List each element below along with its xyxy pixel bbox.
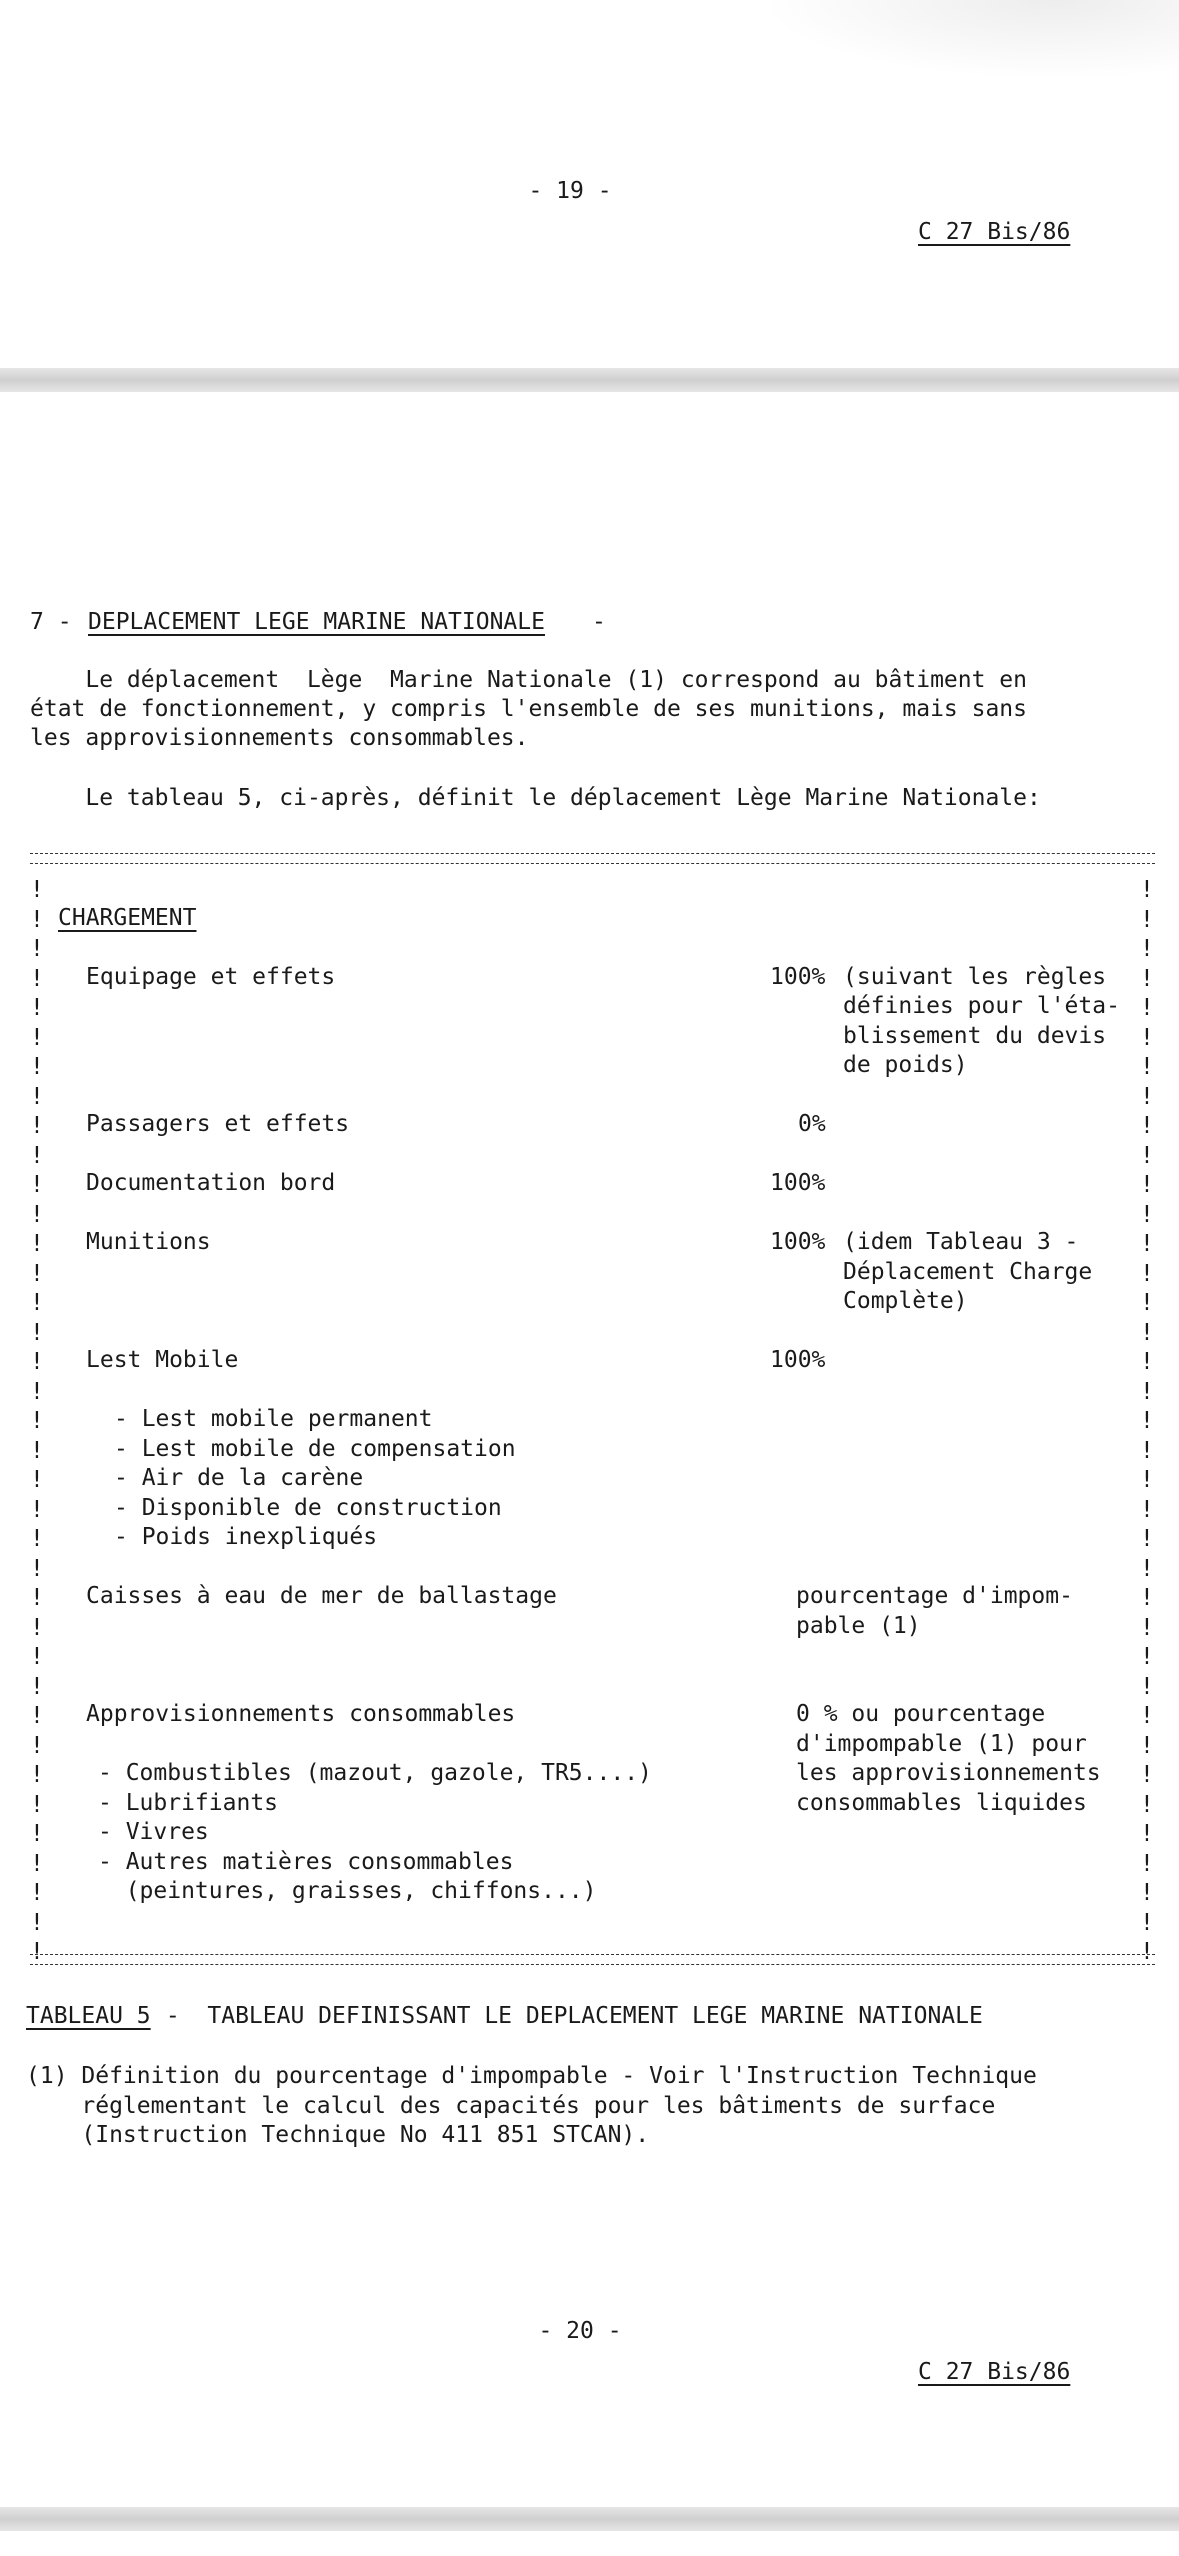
row-note-line: définies pour l'éta- (843, 993, 1120, 1019)
list-item: - Air de la carène (114, 1465, 364, 1491)
list-item: - Poids inexpliqués (114, 1524, 378, 1550)
section-title: DEPLACEMENT LEGE MARINE NATIONALE (88, 609, 545, 635)
list-item: (peintures, graisses, chiffons...) (98, 1878, 597, 1904)
table-intro: Le tableau 5, ci-après, définit le déplacement Lège Marine Nationale: (30, 785, 1041, 811)
row-label: Documentation bord (86, 1170, 336, 1196)
table-right-border: ! ! ! ! ! ! ! ! ! ! ! ! ! ! ! ! ! ! ! ! ! ! ! ! ! ! ! ! ! ! ! ! ! ! ! ! ! (1140, 877, 1154, 1965)
list-item: - Lest mobile permanent (114, 1406, 433, 1432)
row-note-line: Déplacement Charge (843, 1259, 1093, 1285)
next-page-edge (0, 2531, 1179, 2556)
page-number: - 19 - (528, 178, 612, 204)
row-note-line: (suivant les règles (843, 964, 1107, 990)
row-note-line: 0 % ou pourcentage (796, 1701, 1046, 1727)
row-label: Lest Mobile (86, 1347, 239, 1373)
footnote-line: (Instruction Technique No 411 851 STCAN). (26, 2122, 650, 2148)
caption-text: - TABLEAU DEFINISSANT LE DEPLACEMENT LEGE MARINE NATIONALE (152, 2003, 983, 2029)
row-label: Passagers et effets (86, 1111, 350, 1137)
paragraph-line: état de fonctionnement, y compris l'ensemble de ses munitions, mais sans (30, 696, 1027, 722)
row-label: Approvisionnements consommables (86, 1701, 516, 1727)
row-label: Equipage et effets (86, 964, 336, 990)
footnote-line: réglementant le calcul des capacités pour les bâtiments de surface (26, 2093, 996, 2119)
list-item: - Lest mobile de compensation (114, 1436, 516, 1462)
paragraph-line: Le déplacement Lège Marine Nationale (1) correspond au bâtiment en (30, 667, 1027, 693)
row-note-line: de poids) (843, 1052, 968, 1078)
list-item: - Autres matières consommables (98, 1849, 514, 1875)
row-value: 100% (770, 964, 826, 990)
page-separator (0, 2507, 1179, 2531)
row-note-line: consommables liquides (796, 1790, 1087, 1816)
footnote-line: (1) Définition du pourcentage d'impompable - Voir l'Instruction Technique (26, 2063, 1037, 2089)
row-value: 0% (798, 1111, 826, 1137)
caption-label: TABLEAU 5 (26, 2003, 151, 2029)
row-note-line: d'impompable (1) pour (796, 1731, 1087, 1757)
table-top-rule (30, 853, 1155, 864)
table-header-chargement: CHARGEMENT (58, 905, 197, 931)
row-value: 100% (770, 1229, 826, 1255)
row-value: 100% (770, 1347, 826, 1373)
page-separator (0, 368, 1179, 392)
list-item: - Lubrifiants (98, 1790, 279, 1816)
row-note-line: les approvisionnements (796, 1760, 1101, 1786)
page-19-fragment (0, 0, 1179, 368)
list-item: - Vivres (98, 1819, 209, 1845)
row-note-line: pable (1) (796, 1613, 921, 1639)
table-bottom-rule (30, 1954, 1155, 1965)
page-number: - 20 - (538, 2318, 622, 2344)
document-reference: C 27 Bis/86 (918, 219, 1071, 245)
row-note-line: blissement du devis (843, 1023, 1107, 1049)
list-item: - Disponible de construction (114, 1495, 502, 1521)
row-value: 100% (770, 1170, 826, 1196)
page-20 (0, 392, 1179, 2507)
table-left-border: ! ! ! ! ! ! ! ! ! ! ! ! ! ! ! ! ! ! ! ! ! ! ! ! ! ! ! ! ! ! ! ! ! ! ! ! ! (30, 877, 44, 1965)
row-note-line: pourcentage d'impom- (796, 1583, 1073, 1609)
document-reference: C 27 Bis/86 (918, 2359, 1071, 2385)
section-number: 7 - (30, 609, 72, 635)
section-title-dash: - (592, 609, 606, 635)
row-note-line: Complète) (843, 1288, 968, 1314)
row-note-line: (idem Tableau 3 - (843, 1229, 1079, 1255)
row-label: Munitions (86, 1229, 211, 1255)
row-label: Caisses à eau de mer de ballastage (86, 1583, 557, 1609)
list-item: - Combustibles (mazout, gazole, TR5....) (98, 1760, 652, 1786)
paragraph-line: les approvisionnements consommables. (30, 725, 529, 751)
scan-shadow (759, 0, 1179, 80)
